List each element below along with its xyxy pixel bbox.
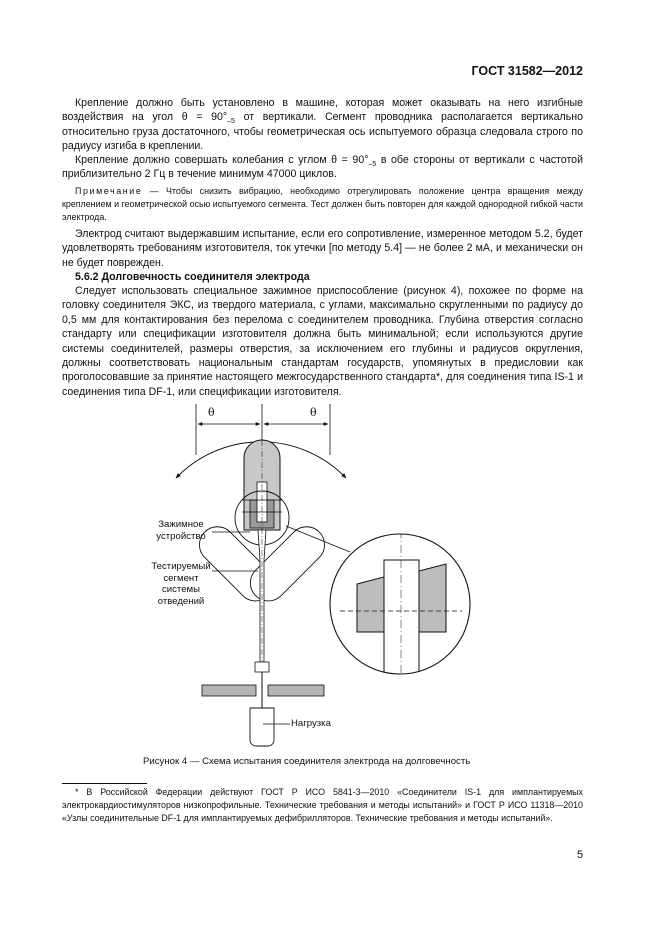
lead-clamp	[255, 662, 269, 672]
paragraph-mounting: Крепление должно быть установлено в машине, которая может оказывать на него изгибные воздействия на угол $\theta = 90^\circ_{-5}$ от вертикали. Сегмент проводника располагается вертикально относительно груза достаточного, чтобы геометрическая ось испытуемого образца следовала строго по радиусу изгиба в креплении.	[62, 97, 584, 153]
note: Примечание — Чтобы снизить вибрацию, необходимо отрегулировать положение центра вращения между креплением и геометрической осью испытуемого сегмента. Тест должен быть повторен для каждой однородной гибкой части электрода.	[62, 186, 583, 222]
load-label: Нагрузка	[291, 718, 331, 729]
footnote: * В Российской Федерации действуют ГОСТ Р ИСО 5841-3—2010 «Соединители IS-1 для имплантируемых электрокардиостимуляторов низкопрофильные. Технические требования и методы испытаний» и ГОСТ Р ИСО 11318—2010 «Узлы соединительные DF-1 для имплантируемых дефибрилляторов. Технические требования и методы испытаний».	[62, 787, 583, 823]
page-number: 5	[577, 849, 584, 861]
tested-segment-label: Тестируемый сегмент системы отведений	[151, 561, 211, 607]
detail-view	[340, 530, 462, 690]
figure-caption: Рисунок 4 — Схема испытания соединителя электрода на долговечность	[143, 756, 471, 767]
theta-left-label: θ	[208, 406, 215, 419]
paragraph-result: Электрод считают выдержавшим испытание, если его сопротивление, измеренное методом 5.2, будет удовлетворять требованиям изготовителя, ток утечки [по методу 5.4] — не более 2 мА, и механически он не будет поврежден.	[62, 228, 583, 269]
left-guide-plate	[202, 685, 256, 696]
paragraph-oscillation: Крепление должно совершать колебания с углом $\theta = 90^\circ_{-5}$ в обе стороны от вертикали с частотой приблизительно 2 Гц в течение минимум 47000 циклов.	[62, 154, 583, 181]
document-header: ГОСТ 31582—2012	[471, 64, 583, 78]
theta-right-label: θ	[310, 406, 317, 419]
note-label: Примечание	[75, 186, 143, 196]
load-weight	[250, 708, 274, 746]
section-heading: 5.6.2 Долговечность соединителя электрода	[75, 271, 310, 283]
footnote-separator	[62, 783, 147, 784]
paragraph-fixture: Следует использовать специальное зажимное приспособление (рисунок 4), похожее по форме на головку соединителя ЭКС, из твердого материала, с углами, максимально скругленными по радиусу до 0,5 мм для контактирования без перелома с соединителем проводника. Глубина отверстия согласно стандарту или спецификации изготовителя должна быть минимальной; если используются другие системы соединителей, размеры отверстия, за исключением его глубины и радиусов округления, должны соответствовать национальным стандартам государств, упомянутых в предисловии как проголосовавшие за принятие настоящего межгосударственного стандарта*, для соединения типа IS-1 и соединения типа DF-1, или спецификации изготовителя.	[62, 285, 583, 398]
right-guide-plate	[268, 685, 324, 696]
clamp-label: Зажимное устройство	[156, 519, 206, 542]
